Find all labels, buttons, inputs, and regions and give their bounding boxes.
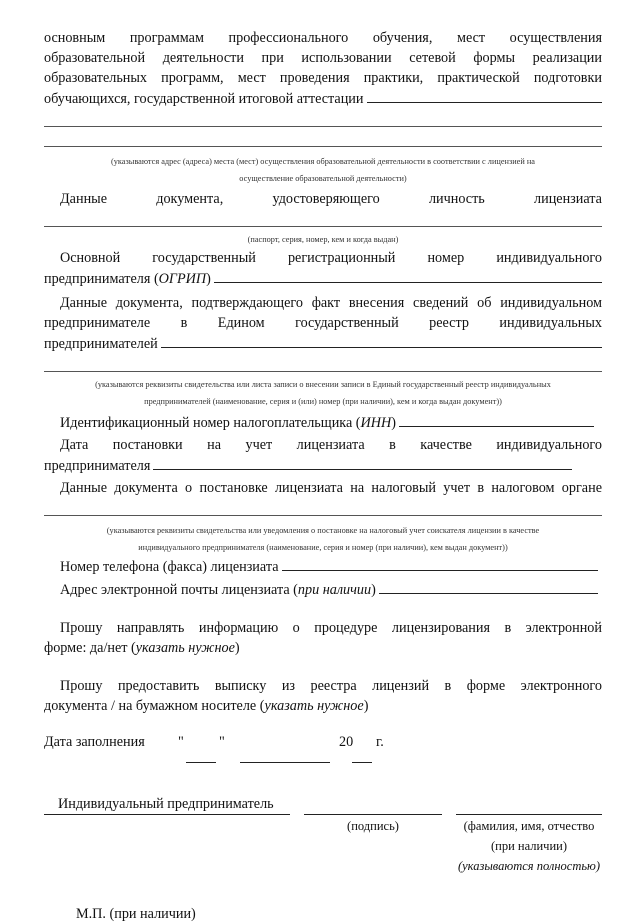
education-text-line: образовательных программ, мест проведения практики, практической подготовки: [44, 70, 602, 86]
fill-date: [44, 732, 602, 772]
education-text-line: основным программам профессионального обучения, мест осуществления: [44, 30, 602, 46]
electronic-info-request: форме: да/нет (указать нужное): [44, 640, 240, 656]
signer-role: Индивидуальный предприниматель: [58, 796, 274, 812]
egrip-label: предпринимателей: [44, 336, 158, 352]
address-note: (указываются адрес (адреса) места (мест) осуществления образовательной деятельности в соответствии с лицензией на: [110, 157, 535, 166]
egrip-note: предпринимателей (наименование, серия и (или) номер (при наличии), кем и когда выдан документ)): [144, 397, 502, 406]
date-day-input-line[interactable]: [186, 762, 216, 763]
phone-input-line[interactable]: [282, 556, 599, 571]
signer-role-line: [44, 814, 290, 815]
signature-note: (подпись): [347, 819, 399, 833]
address-input-line[interactable]: [44, 145, 602, 147]
ogrip-label: предпринимателя (ОГРИП): [44, 271, 211, 287]
address-input-line[interactable]: [44, 125, 602, 127]
signature-input-line[interactable]: [304, 814, 442, 815]
tax-date-label: Дата постановки на учет лицензиата в качестве индивидуального: [60, 437, 602, 453]
date-quote-close: ": [219, 734, 225, 750]
application-form-page: [44, 28, 602, 924]
full-name-note: (указываются полностью): [457, 859, 601, 873]
date-month-input-line[interactable]: [240, 762, 330, 763]
electronic-info-request: Прошу направлять информацию о процедуре лицензирования в электронной: [60, 620, 602, 636]
fill-date-label: Дата заполнения: [44, 734, 145, 750]
egrip-label: Данные документа, подтверждающего факт внесения сведений об индивидуальном: [60, 295, 602, 311]
ogrip-input-line[interactable]: [214, 268, 602, 283]
inn-label: Идентификационный номер налогоплательщика (ИНН): [60, 415, 397, 431]
tax-doc-input-line[interactable]: [44, 514, 602, 516]
address-input-line[interactable]: [367, 88, 603, 103]
email-input-line[interactable]: [379, 579, 598, 594]
egrip-input-line[interactable]: [161, 333, 602, 348]
registry-extract-request: документа / на бумажном носителе (указать нужное): [44, 698, 369, 714]
date-quote-open: ": [178, 734, 184, 750]
registry-extract-request: Прошу предоставить выписку из реестра лицензий в форме электронного: [60, 678, 602, 694]
stamp-label: М.П. (при наличии): [76, 906, 196, 922]
inn-input-line[interactable]: [399, 412, 594, 427]
tax-doc-label: Данные документа о постановке лицензиата на налоговый учет в налоговом органе: [60, 480, 602, 496]
passport-input-line[interactable]: [44, 225, 602, 227]
passport-note: (паспорт, серия, номер, кем и когда выдан): [247, 235, 399, 244]
egrip-input-line[interactable]: [44, 370, 602, 372]
egrip-note: (указываются реквизиты свидетельства или листа записи о внесении записи в Единый государственный реестр индивидуальных: [95, 380, 551, 389]
passport-label: Данные документа, удостоверяющего личность лицензиата: [60, 191, 602, 207]
address-note: осуществление образовательной деятельности): [239, 174, 407, 183]
education-text-line: обучающихся, государственной итоговой аттестации: [44, 91, 364, 107]
signature-block: [44, 794, 602, 884]
date-year-prefix: 20: [339, 734, 354, 750]
tax-note: (указываются реквизиты свидетельства или уведомления о постановке на налоговый учет соискателя лицензии в качестве: [106, 526, 540, 535]
tax-note: индивидуального предпринимателя (наименование, серия и номер (при наличии), кем выдан документ)): [138, 543, 508, 552]
phone-label: Номер телефона (факса) лицензиата: [60, 559, 279, 575]
ogrip-label: Основной государственный регистрационный номер индивидуального: [60, 250, 602, 266]
tax-date-input-line[interactable]: [153, 455, 572, 470]
full-name-note: (при наличии): [490, 839, 568, 853]
email-label: Адрес электронной почты лицензиата (при наличии): [60, 582, 376, 598]
date-year-input-line[interactable]: [352, 762, 372, 763]
education-text-line: образовательной деятельности при использовании сетевой формы реализации: [44, 50, 602, 66]
full-name-note: (фамилия, имя, отчество: [463, 819, 595, 833]
date-year-suffix: г.: [376, 734, 384, 750]
egrip-label: предпринимателе в Едином государственный реестр индивидуальных: [44, 315, 602, 331]
full-name-input-line[interactable]: [456, 814, 602, 815]
tax-date-label: предпринимателя: [44, 458, 151, 474]
